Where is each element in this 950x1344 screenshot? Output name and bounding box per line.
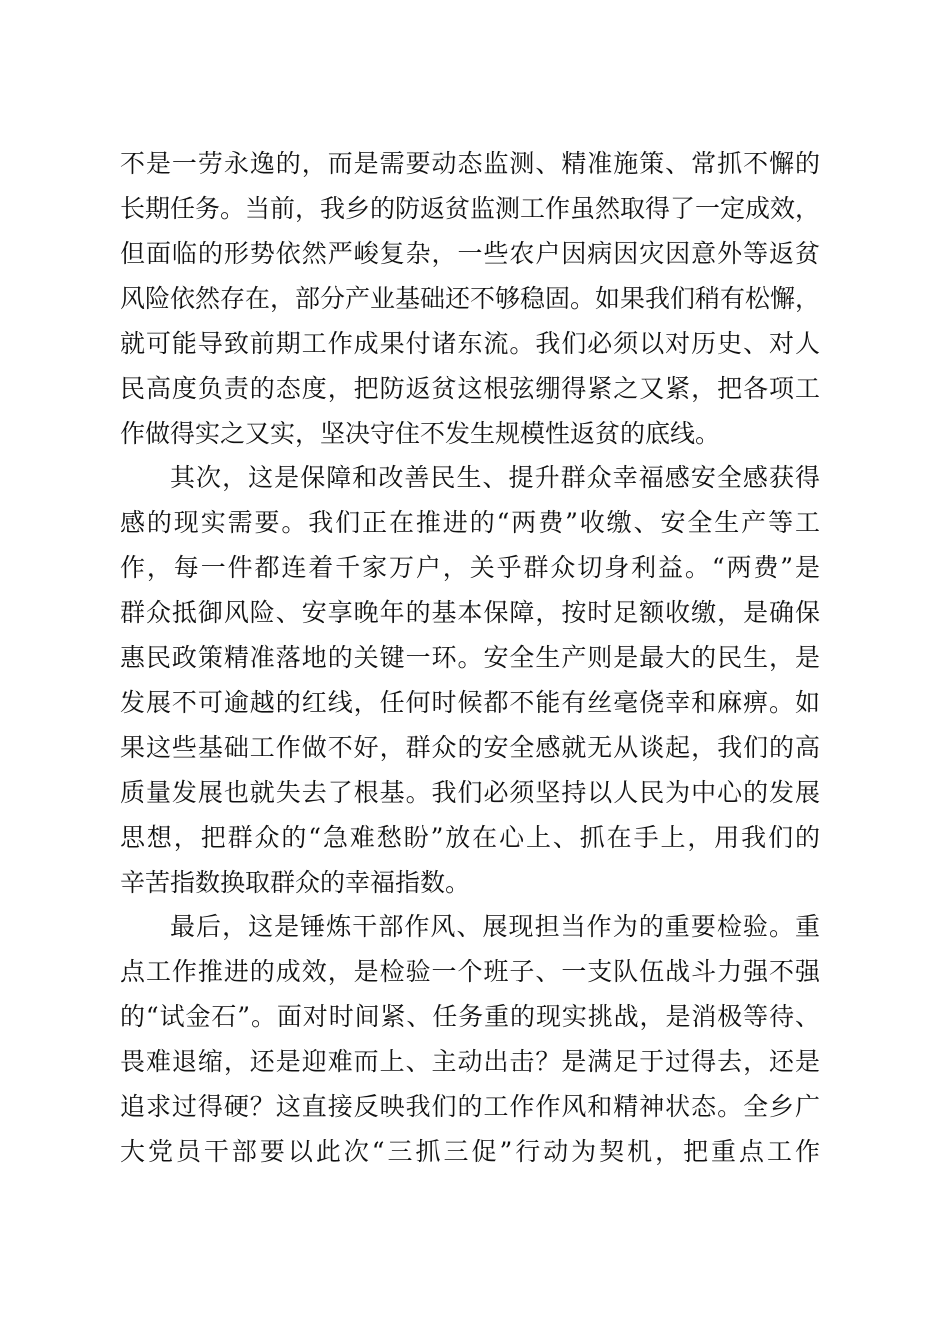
text-line-21: 畏难退缩，还是迎难而上、主动出击？是满足于过得去，还是	[120, 1047, 820, 1076]
text-line-22: 追求过得硬？这直接反映我们的工作作风和精神状态。全乡广	[120, 1092, 820, 1121]
paragraph-start-line: 最后，这是锤炼干部作风、展现担当作为的重要检验。重	[170, 912, 820, 941]
paragraph-start-line: 其次，这是保障和改善民生、提升群众幸福感安全感获得	[170, 463, 820, 492]
text-line-13: 发展不可逾越的红线，任何时候都不能有丝毫侥幸和麻痹。如	[120, 688, 820, 717]
text-line-15: 质量发展也就失去了根基。我们必须坚持以人民为中心的发展	[120, 778, 820, 807]
text-line-3: 但面临的形势依然严峻复杂，一些农户因病因灾因意外等返贫	[120, 239, 820, 268]
text-line-7: 作做得实之又实，坚决守住不发生规模性返贫的底线。	[120, 419, 721, 448]
text-line-19: 点工作推进的成效，是检验一个班子、一支队伍战斗力强不强	[120, 957, 820, 986]
text-line-10: 作，每一件都连着千家万户，关乎群众切身利益。“两费”是	[120, 553, 820, 582]
text-line-17: 辛苦指数换取群众的幸福指数。	[120, 868, 471, 897]
text-line-12: 惠民政策精准落地的关键一环。安全生产则是最大的民生，是	[120, 643, 820, 672]
text-line-9: 感的现实需要。我们正在推进的“两费”收缴、安全生产等工	[120, 508, 820, 537]
text-line-20: 的“试金石”。面对时间紧、任务重的现实挑战，是消极等待、	[120, 1002, 820, 1031]
text-line-16: 思想，把群众的“急难愁盼”放在心上、抓在手上，用我们的	[120, 823, 820, 852]
text-line-1: 不是一劳永逸的，而是需要动态监测、精准施策、常抓不懈的	[120, 149, 820, 178]
text-line-6: 民高度负责的态度，把防返贫这根弦绷得紧之又紧，把各项工	[120, 374, 820, 403]
text-line-11: 群众抵御风险、安享晚年的基本保障，按时足额收缴，是确保	[120, 598, 820, 627]
text-line-14: 果这些基础工作做不好，群众的安全感就无从谈起，我们的高	[120, 733, 820, 762]
text-line-2: 长期任务。当前，我乡的防返贫监测工作虽然取得了一定成效，	[120, 194, 821, 223]
text-line-5: 就可能导致前期工作成果付诸东流。我们必须以对历史、对人	[120, 329, 820, 358]
text-line-4: 风险依然存在，部分产业基础还不够稳固。如果我们稍有松懈，	[120, 284, 821, 313]
text-line-23: 大党员干部要以此次“三抓三促”行动为契机，把重点工作	[120, 1137, 820, 1166]
